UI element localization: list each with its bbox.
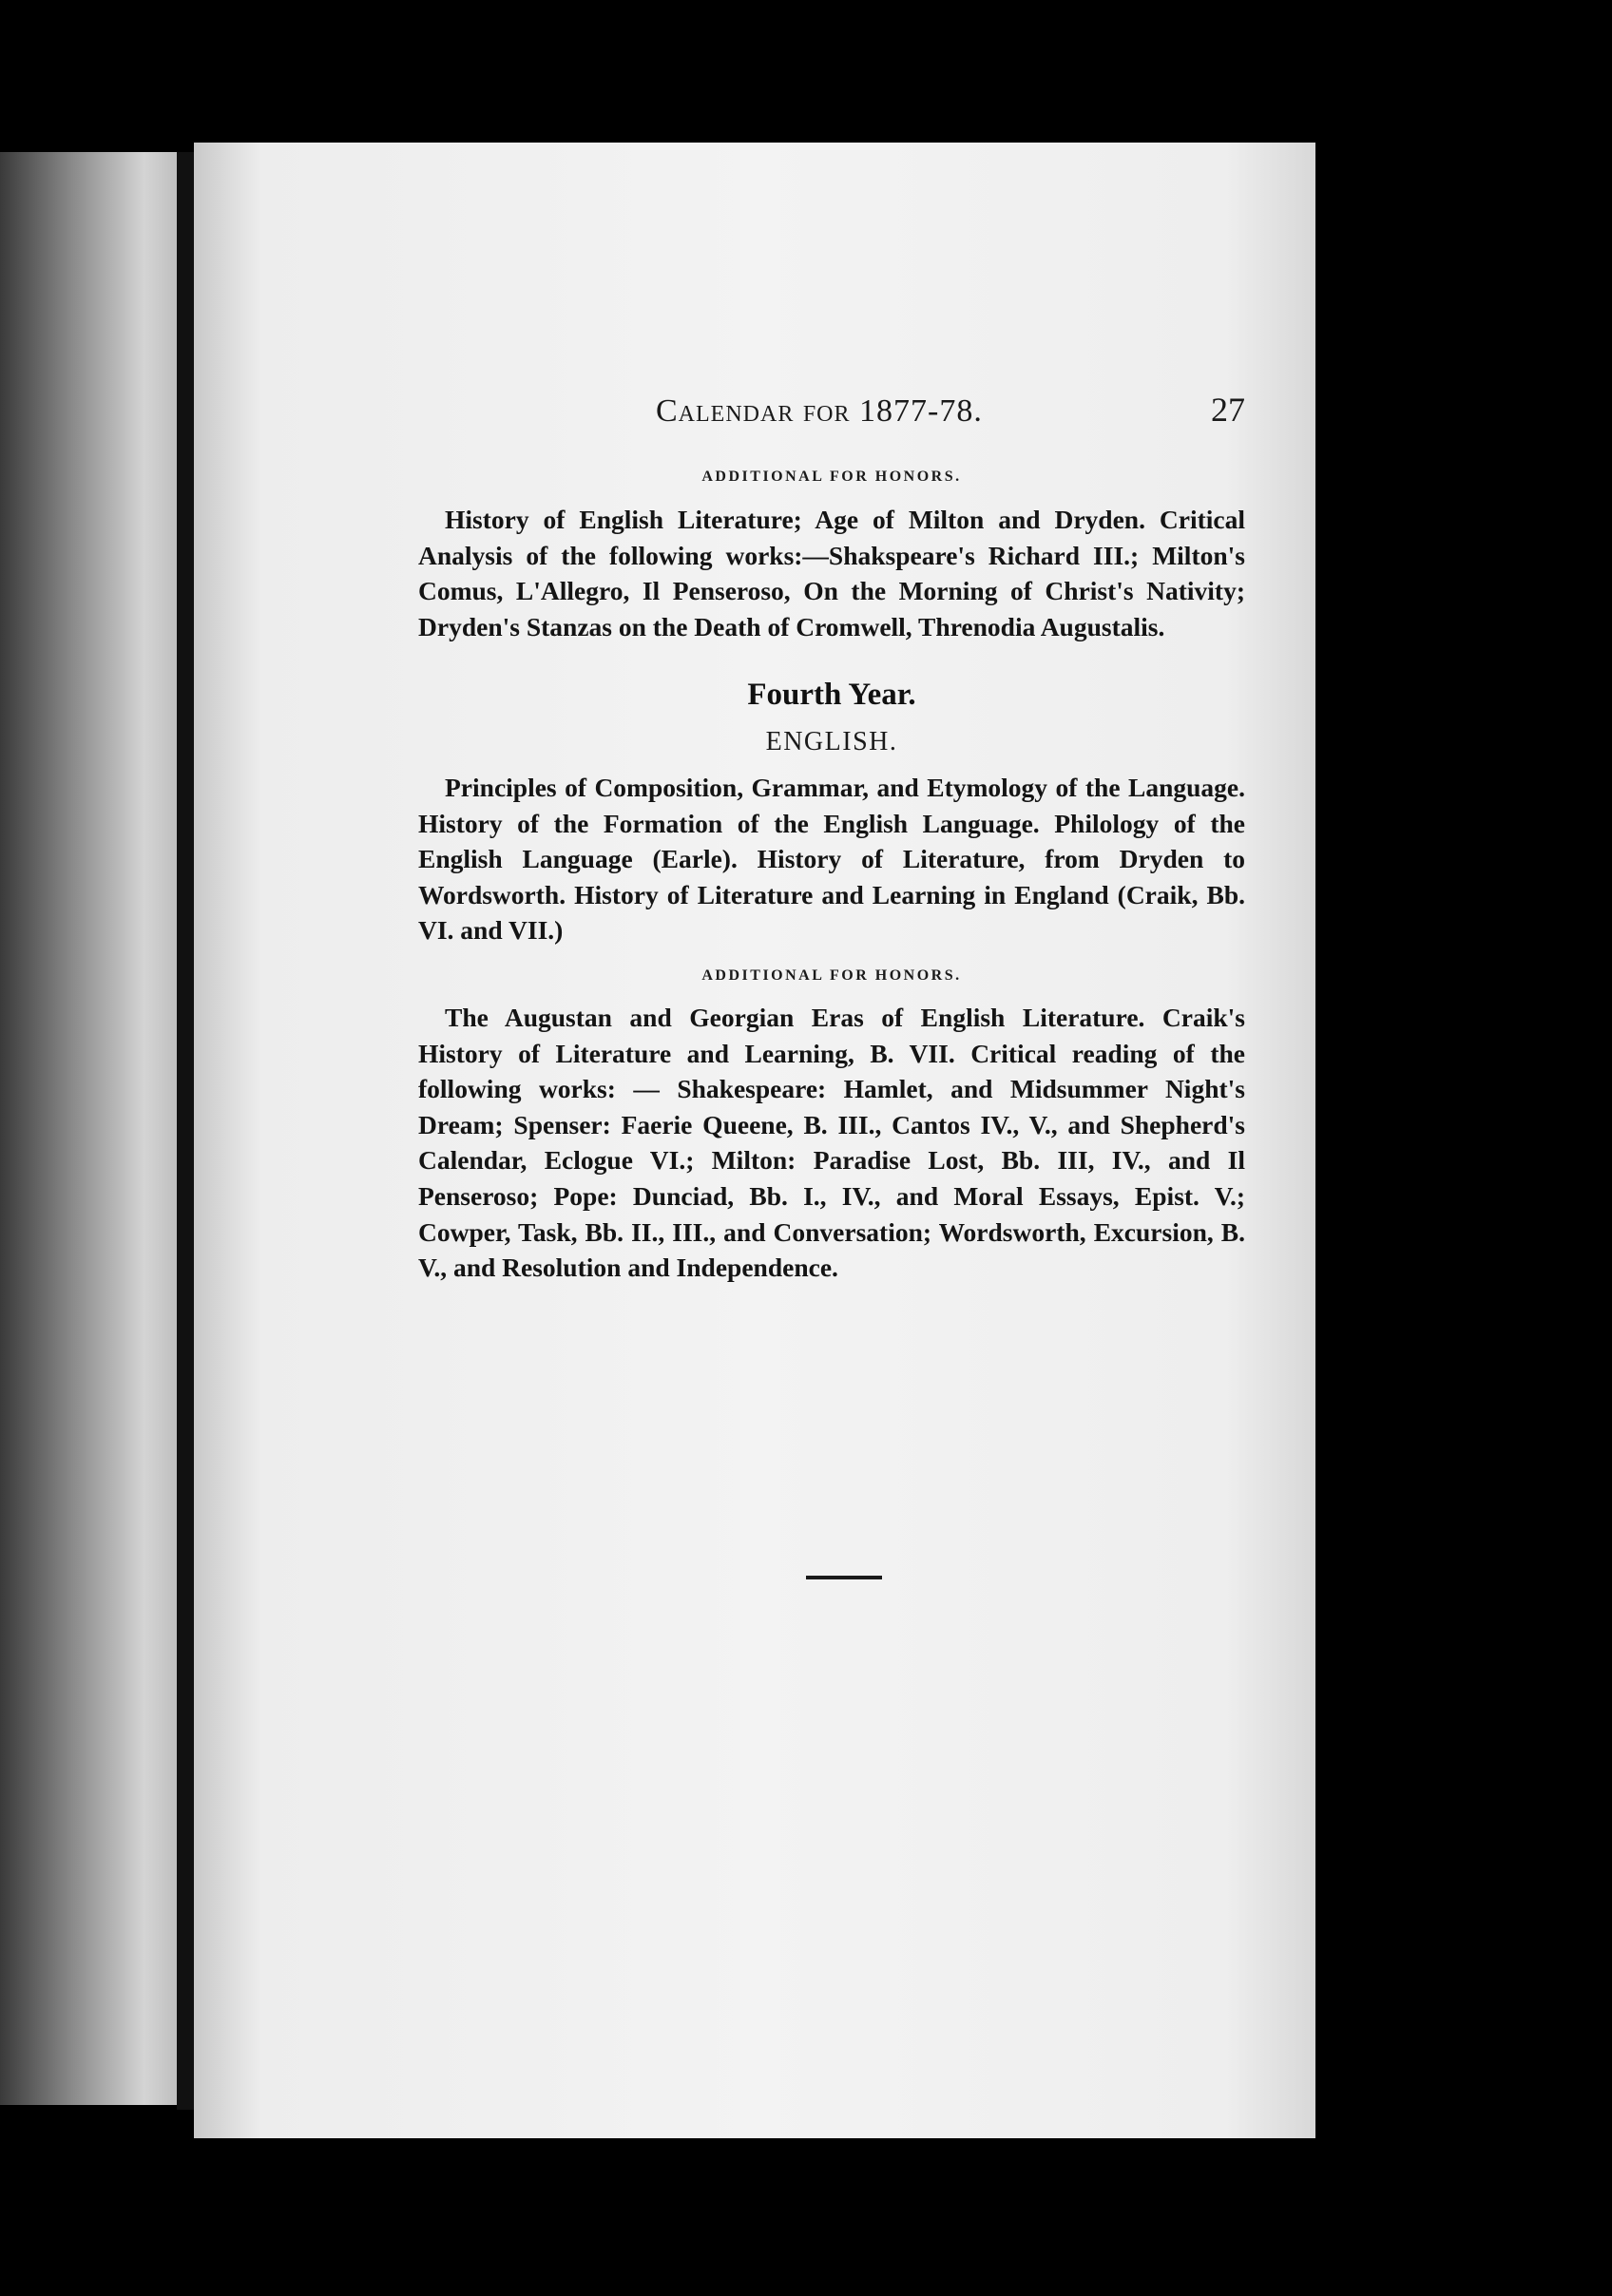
honors-body-2: The Augustan and Georgian Eras of English Literature. Craik's History of Literature and Learning, B. VII. Critical reading of the following works: — Shakespeare: Hamlet, and Midsummer Night's Dream; Spenser: Faerie Queene, B. III., Cantos IV., V., and Shepherd's Calendar, Eclogue VI.; Milton: Paradise Lost, Bb. III, IV., and Il Penseroso; Pope: Dunciad, Bb. I., IV., and Moral Essays, Epist. V.; Cowper, Task, Bb. II., III., and Conversation; Wordsworth, Excursion, B. V., and Resolution and Independence. — [418, 1003, 1245, 1283]
english-paragraph — [418, 770, 1245, 948]
english-heading: ENGLISH. — [765, 727, 898, 756]
page-number: 27 — [1211, 391, 1245, 429]
honors-heading-2: ADDITIONAL FOR HONORS. — [701, 967, 962, 984]
honors-paragraph-2 — [418, 1000, 1245, 1286]
honors-heading-1: ADDITIONAL FOR HONORS. — [701, 469, 962, 485]
page-header — [656, 393, 1245, 450]
gutter-binding — [177, 152, 194, 2110]
honors-paragraph-1 — [418, 502, 1245, 644]
running-head: Calendar for 1877-78. — [656, 393, 983, 429]
facing-page-edge — [0, 152, 181, 2105]
english-body: Principles of Composition, Grammar, and Etymology of the Language. History of the Formation of the English Language. Philology of the English Language (Earle). History of Literature, from Dryden to Wordsworth. History of Literature and Learning in England (Craik, Bb. VI. and VII.) — [418, 773, 1245, 946]
honors-body-1: History of English Literature; Age of Milton and Dryden. Critical Analysis of the following works:—Shakspeare's Richard III.; Milton's Comus, L'Allegro, Il Penseroso, On the Morning of Christ's Nativity; Dryden's Stanzas on the Death of Cromwell, Threnodia Augustalis. — [418, 505, 1245, 641]
end-rule — [806, 1576, 882, 1579]
fourth-year-heading: Fourth Year. — [747, 678, 916, 712]
